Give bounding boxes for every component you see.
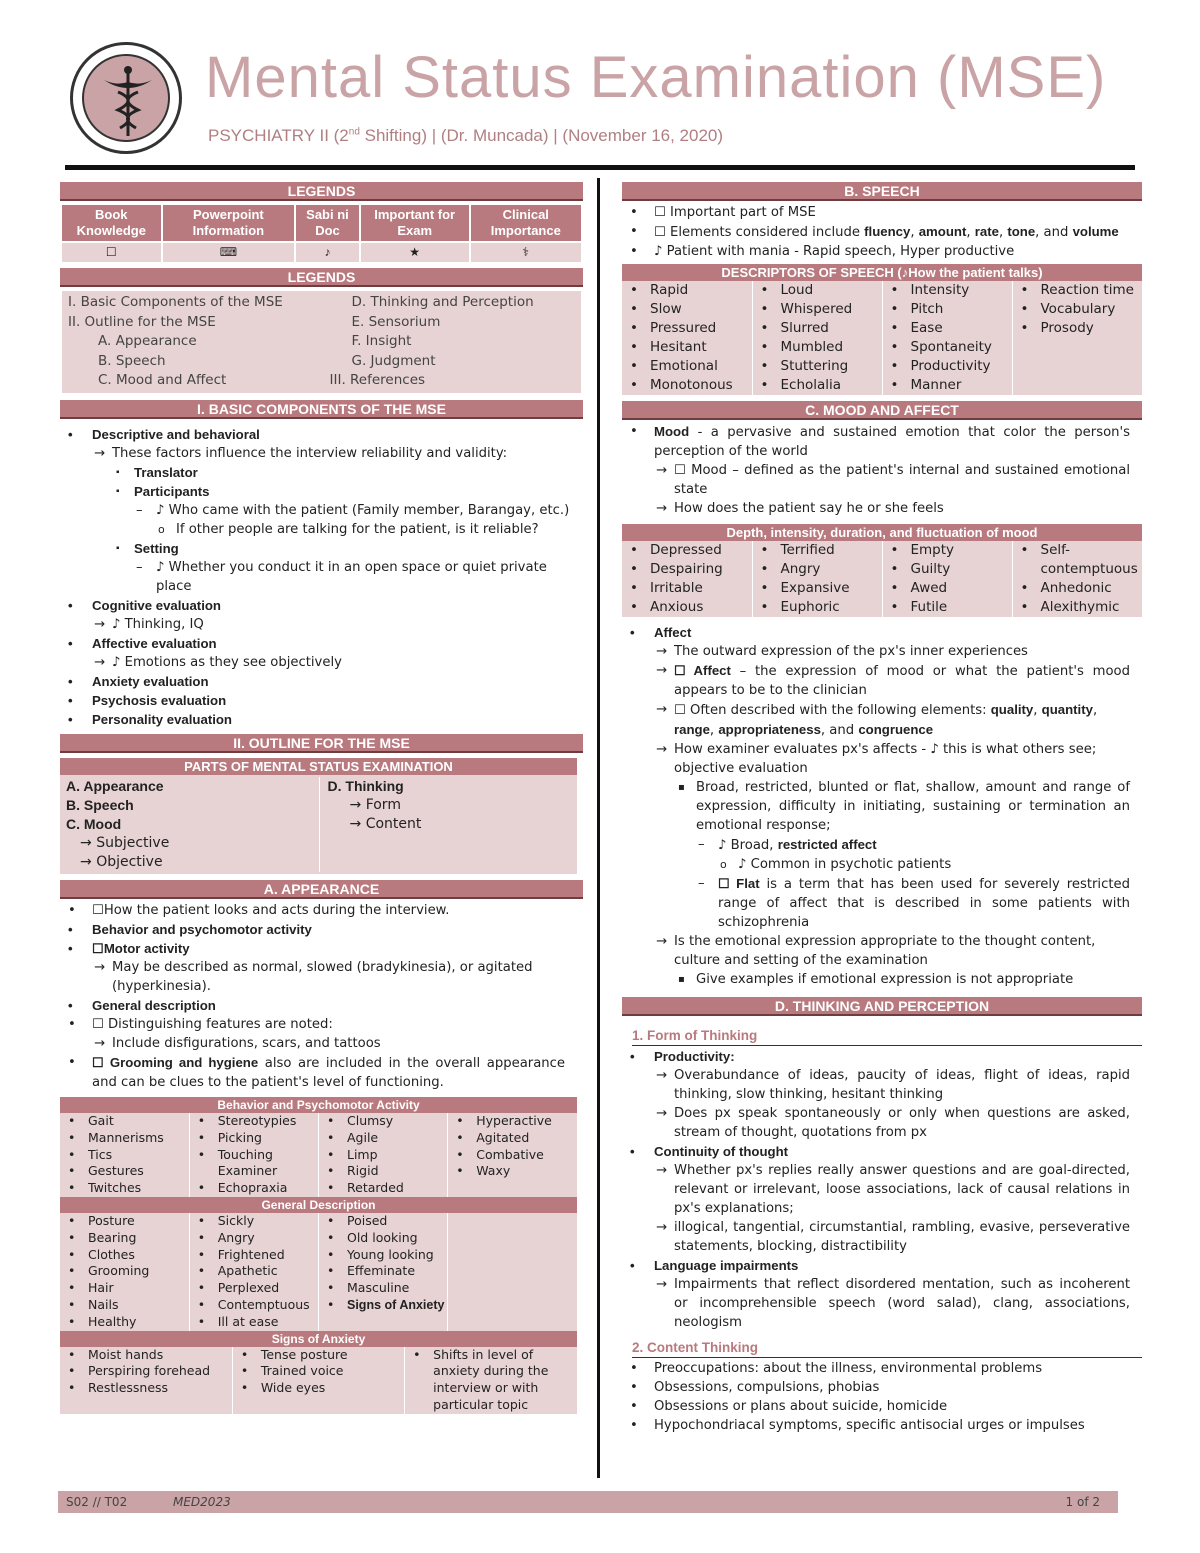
table-col: [1019, 541, 1143, 617]
basic-list: • Descriptive and behavioral → These factors influence the interview reliability and validity: ▪ Translator ▪ Participants – ♪ Who came with the patient (Family member, Barangay, etc.) o If other people are talking for the patient, is it reliable? ▪ Setting – ♪ Whether you conduct it in an open space or quiet private place • Cognitive evaluation → ♪ Thinking, IQ • Affective evaluation → ♪ Emotions as they see objectively • Anxiety evaluation • Psychosis evaluation • Personality evaluation: [68, 426, 570, 727]
list-item: • Retarded: [327, 1180, 404, 1196]
list-item: • Picking: [197, 1129, 262, 1145]
list-item: Productivity: [654, 1049, 731, 1064]
list-item: Does px speak spontaneously or only when questions are asked, stream of thought, quotations from px: [674, 1106, 1130, 1140]
list-item: • Effeminate: [327, 1263, 416, 1279]
list-item: Behavior and psychomotor activity: [92, 921, 312, 937]
list-item: • Touching Examiner: [197, 1146, 278, 1179]
legends-header: LEGENDS: [60, 182, 583, 201]
table-col: [411, 1347, 577, 1414]
table-col: [66, 1347, 232, 1397]
speech-descriptors-table: [622, 281, 1142, 395]
list-item: Include disfigurations, scars, and tattoos: [112, 1035, 381, 1051]
general-table: [60, 1213, 577, 1331]
list-item: • Euphoric: [760, 599, 840, 615]
list-item: Overabundance of ideas, paucity of ideas, flight of ideas, rapid thinking, slow thinking, hesitant thinking: [674, 1068, 1130, 1102]
mood-list: • Mood - a pervasive and sustained emotion that color the person's perception of the world → ☐ Mood – defined as the patient's internal and sustained emotional state → How does the patient say he or she feels: [630, 424, 1130, 516]
list-item: ♪ Patient with mania - Rapid speech, Hyper productive: [654, 244, 1015, 259]
keyboard-icon: ⌨: [162, 242, 296, 263]
list-item: Impairments that reflect disordered mentation, such as incoherent or incomprehensible speech (word salad), clang, associations, neologism: [674, 1277, 1130, 1330]
page-subtitle: [208, 126, 723, 146]
list-item: Obsessions or plans about suicide, homicide: [654, 1399, 948, 1414]
list-item: • Sickly: [197, 1212, 255, 1228]
list-item: • Spontaneity: [890, 339, 992, 355]
music-note-icon: ♪: [295, 242, 360, 263]
list-item: • Posture: [68, 1212, 135, 1228]
list-item: ☐How the patient looks and acts during the interview.: [92, 902, 450, 918]
list-item: • Reaction time: [1020, 282, 1134, 298]
list-item: • Rigid: [327, 1163, 379, 1179]
list-item: • Moist hands: [68, 1346, 164, 1362]
list-item: • Echopraxia: [197, 1180, 288, 1196]
list-item: Preoccupations: about the illness, environmental problems: [654, 1361, 1043, 1376]
table-col: [889, 281, 1012, 395]
header-rule: [65, 165, 1135, 170]
content-list: • Preoccupations: about the illness, environmental problems • Obsessions, compulsions, phobias • Obsessions or plans about suicide, homicide • Hypochondriacal symptoms, specific antisocial urges or impulses: [630, 1361, 1085, 1433]
parts-box: [60, 775, 577, 874]
list-item: • Poised: [327, 1212, 388, 1228]
list-item: • Masculine: [327, 1280, 410, 1296]
footer-batch: MED2023: [173, 1495, 231, 1509]
parts-left: [66, 777, 319, 872]
list-item: • Tense posture: [240, 1346, 348, 1362]
outline-left: [68, 293, 322, 391]
list-item: • Waxy: [456, 1163, 511, 1179]
list-item: • Expansive: [760, 580, 850, 596]
list-item: If other people are talking for the patient, is it reliable?: [176, 521, 539, 537]
parts-item: → Subjective: [80, 834, 170, 851]
table-col: [889, 541, 1012, 617]
list-item: ♪ Emotions as they see objectively: [112, 654, 342, 670]
parts-item: B. Speech: [66, 796, 134, 813]
appearance-tables: [60, 1097, 577, 1414]
list-item: • Terrified: [760, 542, 835, 558]
anxiety-table: [60, 1347, 577, 1414]
legend-doc: Sabi ni Doc: [295, 204, 360, 242]
list-item: • Contemptuous: [197, 1296, 310, 1312]
legends-table: [60, 203, 583, 264]
list-item: ☐Motor activity: [92, 940, 190, 956]
list-item: • Perspiring forehead: [68, 1363, 211, 1379]
list-item: • Loud: [760, 282, 814, 298]
list-item: • Stuttering: [760, 358, 849, 374]
legend-clinical: Clinical Importance: [470, 204, 582, 242]
list-item: • Clumsy: [327, 1112, 394, 1128]
outline-item: B. Speech: [98, 352, 166, 369]
list-item: • Perplexed: [197, 1280, 280, 1296]
list-item: • Slow: [630, 301, 682, 317]
list-item: • Despairing: [630, 561, 723, 577]
mood-header: C. MOOD AND AFFECT: [622, 401, 1142, 420]
parts-item: A. Appearance: [66, 777, 164, 794]
subtitle-sup: nd: [348, 126, 360, 138]
list-item: Cognitive evaluation: [92, 597, 221, 613]
table-col: [454, 1113, 577, 1180]
list-item: – the expression of mood or what the patient's mood appears to be to the clinician: [674, 664, 1130, 698]
list-item: • Alexithymic: [1020, 599, 1120, 615]
page-number: 1 of 2: [1065, 1495, 1100, 1509]
list-item: • Bearing: [68, 1229, 137, 1245]
list-item: • Trained voice: [240, 1363, 344, 1379]
list-item: Affective evaluation: [92, 635, 217, 651]
outline-item: E. Sensorium: [351, 313, 441, 330]
outline-right: [322, 293, 576, 391]
list-item: • Intensity: [890, 282, 970, 298]
list-item: • Agitated: [456, 1129, 530, 1145]
list-item: • Vocabulary: [1020, 301, 1116, 317]
list-item: • Guilty: [890, 561, 951, 577]
list-item: • Echolalia: [760, 377, 842, 393]
list-item: Descriptive and behavioral: [92, 426, 260, 442]
list-item: How does the patient say he or she feels: [674, 501, 944, 516]
appearance-list: • ☐How the patient looks and acts during the interview. • Behavior and psychomotor activity • ☐Motor activity → May be described as normal, slowed (bradykinesia), or agitated (hyperkinesia). • General description • ☐ Distinguishing features are noted: → Include disfigurations, scars, and tattoos • ☐ Grooming and hygiene also are included in the overall appearance and can be clues to the patient's level of functioning.: [68, 902, 566, 1090]
table-title: General Description: [60, 1197, 577, 1213]
parts-header: PARTS OF MENTAL STATUS EXAMINATION: [60, 758, 577, 775]
list-item: May be described as normal, slowed (bradykinesia), or agitated (hyperkinesia).: [112, 959, 533, 994]
table-col: [628, 281, 752, 395]
subtitle-b: Shifting) | (Dr. Muncada) | (November 16, 2020): [359, 126, 724, 145]
legend-exam: Important for Exam: [360, 204, 470, 242]
list-item: • Stereotypies: [197, 1112, 297, 1128]
outline-item: C. Mood and Affect: [98, 372, 227, 389]
outline-item: A. Appearance: [98, 333, 197, 350]
list-item: • Limp: [327, 1146, 378, 1162]
caduceus-icon: [82, 54, 170, 142]
parts-item: D. Thinking: [327, 777, 404, 794]
list-item: ☐ Important part of MSE: [654, 205, 816, 220]
list-item: • Depressed: [630, 542, 722, 558]
parts-item: C. Mood: [66, 815, 122, 832]
table-col: [66, 1213, 189, 1331]
table-col: [1019, 281, 1143, 338]
list-item: • Anhedonic: [1020, 580, 1112, 596]
outline-item: D. Thinking and Perception: [351, 294, 534, 310]
list-item: • Combative: [456, 1146, 544, 1162]
page-title: Mental Status Examination (MSE): [205, 45, 1107, 110]
list-item: • Old looking: [327, 1229, 418, 1245]
list-item: • Twitches: [68, 1180, 142, 1196]
table-col: [628, 541, 752, 617]
affect-list: • Affect → The outward expression of the px's inner experiences → ☐ Affect – the expression of mood or what the patient's mood appears to be to the clinician → ☐ Often described with the following elements: quality, quantity, range, appropriateness, and congruence → How examiner evaluates px's affects - ♪ this is what others see; objective evaluation ▪ Broad, restricted, blunted or flat, shallow, amount and range of expression, difficulty in initiating, sustaining or termination an emotional response; – ♪ Broad, restricted affect o ♪ Common in psychotic patients – ☐ Flat is a term that has been used for severely restricted range of affect that is described in some patients with schizophrenia → Is the emotional expression appropriate to the thought content, culture and setting of the examination ▪ Give examples if emotional expression is not appropriate: [630, 625, 1130, 987]
list-item: • Frightened: [197, 1246, 285, 1262]
list-item: • Hyperactive: [456, 1112, 552, 1128]
list-item: • Young looking: [327, 1246, 434, 1262]
list-item: is a term that has been used for severely restricted range of affect that is described in some patients with schizophrenia: [718, 877, 1130, 930]
parts-right: [319, 777, 572, 872]
list-item: • Rapid: [630, 282, 689, 298]
list-item: • Agile: [327, 1129, 379, 1145]
list-item: • Angry: [760, 561, 821, 577]
star-icon: ★: [360, 242, 470, 263]
list-item: • Whispered: [760, 301, 853, 317]
list-item: • Gestures: [68, 1163, 144, 1179]
list-item: The outward expression of the px's inner experiences: [674, 644, 1028, 659]
list-item: • Nails: [68, 1296, 119, 1312]
outline-item: G. Judgment: [351, 352, 436, 369]
list-item: ☐ Distinguishing features are noted:: [92, 1016, 333, 1032]
table-col: [759, 281, 882, 395]
list-item: • Self-contemptuous: [1020, 542, 1138, 577]
table-col: [196, 1213, 318, 1331]
list-item: also are included in the overall appearance and can be clues to the patient's level of functioning.: [92, 1055, 566, 1090]
list-item: Psychosis evaluation: [92, 692, 227, 708]
list-item: • Wide eyes: [240, 1380, 326, 1396]
mood-depth-table: [622, 541, 1142, 617]
outline-legend: [60, 289, 583, 395]
list-item: ♪ Whether you conduct it in an open space or quiet private place: [156, 559, 547, 594]
outline-item: II. Outline for the MSE: [68, 313, 216, 330]
list-item: • Pressured: [630, 320, 717, 336]
list-item: • Irritable: [630, 580, 703, 596]
list-item: • Shifts in level of anxiety during the interview or with particular topic: [413, 1346, 549, 1412]
list-item: • Hesitant: [630, 339, 707, 355]
list-item: ♪ Who came with the patient (Family member, Barangay, etc.): [156, 502, 570, 518]
list-item: • Angry: [197, 1229, 255, 1245]
caduceus-small-icon: ⚕: [470, 242, 582, 263]
list-item: Language impairments: [654, 1258, 799, 1273]
list-item: ♪ Thinking, IQ: [112, 616, 204, 632]
list-item: • Futile: [890, 599, 948, 615]
list-item: • Productivity: [890, 358, 991, 374]
list-item: • Slurred: [760, 320, 829, 336]
list-item: Whether px's replies really answer questions and are goal-directed, relevant or irrelevant, loose associations, lack of causal relations in px's explanations;: [674, 1163, 1130, 1216]
list-item: Continuity of thought: [654, 1144, 789, 1159]
table-col: [325, 1213, 447, 1314]
list-item: Give examples if emotional expression is not appropriate: [696, 972, 1074, 987]
list-item: • Monotonous: [630, 377, 733, 393]
list-item: These factors influence the interview reliability and validity:: [112, 445, 508, 461]
outline-item: III. References: [329, 372, 426, 389]
table-title: DESCRIPTORS OF SPEECH (♪How the patient talks): [622, 264, 1142, 281]
list-item: Participants: [134, 483, 210, 499]
list-item: ☐ Mood – defined as the patient's internal and sustained emotional state: [674, 463, 1130, 497]
list-item: • Prosody: [1020, 320, 1094, 336]
checkbox-icon: ☐: [61, 242, 162, 263]
outline-item: F. Insight: [351, 333, 412, 350]
list-item: • Clothes: [68, 1246, 135, 1262]
list-item: illogical, tangential, circumstantial, rambling, evasive, perseverative statements, blocking, distractibility: [674, 1220, 1130, 1254]
list-item: Personality evaluation: [92, 711, 232, 727]
list-item: Obsessions, compulsions, phobias: [654, 1380, 880, 1395]
parts-item: → Objective: [80, 853, 163, 870]
list-item: • Grooming: [68, 1263, 150, 1279]
list-item: Affect: [654, 625, 692, 640]
parts-item: → Content: [349, 815, 422, 832]
table-title: Depth, intensity, duration, and fluctuation of mood: [622, 524, 1142, 541]
right-column: [622, 180, 1142, 1435]
list-item: • Apathetic: [197, 1263, 278, 1279]
list-item: • Signs of Anxiety: [327, 1296, 445, 1312]
list-item: ☐ Grooming and hygiene: [92, 1054, 259, 1070]
list-item: • Anxious: [630, 599, 704, 615]
list-item: • Ill at ease: [197, 1313, 279, 1329]
left-column: [60, 180, 583, 1414]
speech-header: B. SPEECH: [622, 182, 1142, 201]
list-item: • Gait: [68, 1112, 114, 1128]
table-title: Signs of Anxiety: [60, 1331, 577, 1347]
table-col: [239, 1347, 404, 1397]
list-item: • Awed: [890, 580, 948, 596]
thinking-header: D. THINKING AND PERCEPTION: [622, 997, 1142, 1016]
table-col: [196, 1113, 318, 1197]
list-item: Setting: [134, 540, 179, 556]
list-item: How examiner evaluates px's affects - ♪ this is what others see; objective evaluation: [674, 742, 1097, 776]
list-item: Is the emotional expression appropriate to the thought content, culture and setting of the examination: [674, 934, 1096, 968]
form-thinking-heading: 1. Form of Thinking: [632, 1026, 1142, 1046]
outline-item: I. Basic Components of the MSE: [68, 294, 283, 310]
content-thinking-heading: 2. Content Thinking: [632, 1338, 1142, 1358]
list-item: ☐ Elements considered include: [654, 225, 865, 240]
list-item: • Hair: [68, 1280, 114, 1296]
outline-legend-header: LEGENDS: [60, 268, 583, 287]
thinking-list: • Productivity: → Overabundance of ideas, paucity of ideas, flight of ideas, rapid thinking, slow thinking, hesitant thinking → Does px speak spontaneously or only when questions are asked, stream of thought, quotations from px • Continuity of thought → Whether px's replies really answer questions and are goal-directed, relevant or irrelevant, loose associations, lack of causal relations in px's explanations; → illogical, tangential, circumstantial, rambling, evasive, perseverative statements, blocking, distractibility • Language impairments → Impairments that reflect disordered mentation, such as incoherent or incomprehensible speech (word salad), clang, associations, neologism: [630, 1049, 1130, 1330]
table-col: [66, 1113, 189, 1197]
subtitle-a: PSYCHIATRY II (2: [208, 126, 349, 145]
list-item: • Healthy: [68, 1313, 137, 1329]
list-item: - a pervasive and sustained emotion that color the person's perception of the world: [654, 425, 1130, 459]
logo: [70, 42, 182, 154]
appearance-header: A. APPEARANCE: [60, 880, 583, 899]
speech-list: • ☐ Important part of MSE • ☐ Elements considered include fluency, amount, rate, tone, and volume • ♪ Patient with mania - Rapid speech, Hyper productive: [630, 205, 1119, 259]
basic-header: I. BASIC COMPONENTS OF THE MSE: [60, 400, 583, 419]
list-item: • Empty: [890, 542, 955, 558]
footer-code: S02 // T02: [66, 1495, 128, 1509]
parts-item: → Form: [349, 796, 401, 813]
list-item: ♪ Common in psychotic patients: [738, 857, 952, 872]
footer: [58, 1491, 1118, 1513]
list-item: Broad, restricted, blunted or flat, shallow, amount and range of expression, difficulty in initiating, sustaining or termination an emotional response;: [696, 780, 1130, 833]
table-col: [759, 541, 882, 617]
list-item: Translator: [134, 464, 198, 480]
list-item: General description: [92, 997, 216, 1013]
table-col: [325, 1113, 447, 1197]
list-item: • Manner: [890, 377, 962, 393]
list-item: • Mumbled: [760, 339, 844, 355]
behavior-table: [60, 1113, 577, 1197]
legend-ppt: Powerpoint Information: [162, 204, 296, 242]
outline-header: II. OUTLINE FOR THE MSE: [60, 734, 583, 753]
list-item: • Tics: [68, 1146, 113, 1162]
list-item: • Pitch: [890, 301, 944, 317]
list-item: • Emotional: [630, 358, 718, 374]
list-item: • Mannerisms: [68, 1129, 164, 1145]
column-divider: [597, 178, 600, 1478]
list-item: • Restlessness: [68, 1380, 169, 1396]
table-title: Behavior and Psychomotor Activity: [60, 1097, 577, 1113]
list-item: • Ease: [890, 320, 943, 336]
legend-book: Book Knowledge: [61, 204, 162, 242]
list-item: Anxiety evaluation: [92, 673, 209, 689]
list-item: Hypochondriacal symptoms, specific antisocial urges or impulses: [654, 1418, 1085, 1433]
